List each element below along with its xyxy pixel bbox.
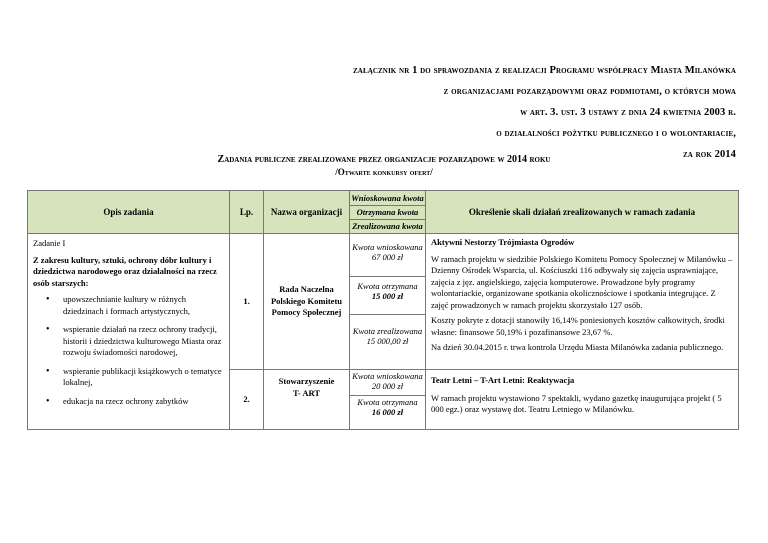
row2-wnioskowana-box: [350, 370, 425, 396]
task-bullet: • wspieranie publikacji książkowych o tematyce lokalnej,: [33, 366, 224, 389]
row2-wnioskowana-label: Kwota wnioskowana: [352, 371, 423, 381]
row1-lp: 1.: [229, 233, 264, 370]
row2-org: Stowarzyszenie T- ART: [263, 369, 350, 430]
row1-zrealizowana-box: [350, 314, 425, 369]
row1-wnioskowana-box: [350, 234, 425, 277]
row1-skala-p2: Koszty pokryte z dotacji stanowiły 16,14% poniesionych kosztów całkowitych, środki własne: finansowe 50,19% i pozafinansowe 23,67 %.: [431, 315, 725, 337]
row2-lp: 2.: [229, 369, 264, 430]
header-kwota-wnioskowana: Wnioskowana kwota: [350, 191, 425, 206]
task-title: Z zakresu kultury, sztuki, ochrony dóbr kultury i dziedzictwa narodowego oraz działalności na rzecz osób starszych:: [33, 254, 217, 288]
header-skala: Określenie skali działań zrealizowanych w ramach zadania: [425, 190, 739, 234]
row1-skala: [425, 233, 739, 370]
header-kwota-otrzymana: Otrzymana kwota: [350, 205, 425, 220]
task-bullet: • wspieranie działań na rzecz ochrony tradycji, historii i dziedzictwa kulturowego Miasta oraz rozwoju świadomości narodowej,: [33, 324, 224, 359]
row2-otrzymana-value: 16 000 zł: [371, 407, 404, 417]
task-bullet: • upowszechnianie kultury w różnych dziedzinach i formach artystycznych,: [33, 294, 224, 317]
document-header: [353, 60, 736, 165]
row1-otrzymana-box: [350, 276, 425, 315]
page-title: Zadania publiczne zrealizowane przez organizacje pozarządowe w 2014 roku: [217, 154, 551, 165]
row2-otrzymana-box: [350, 395, 425, 429]
header-opis: Opis zadania: [27, 190, 230, 234]
task-bullets: [33, 294, 224, 407]
row1-org: Rada Naczelna Polskiego Komitetu Pomocy Społecznej: [263, 233, 350, 370]
row2-skala-p1: W ramach projektu wystawiono 7 spektakli, wydano gazetkę inaugurująca projekt ( 5 000 egz.) oraz wystawę dot. Teatru Letniego w Milanówku.: [431, 392, 722, 414]
header-nazwa: Nazwa organizacji: [263, 190, 350, 234]
task-description: [27, 233, 230, 430]
row2-skala-title: Teatr Letni – T-Art Letni: Reaktywacja: [431, 375, 575, 385]
row2-skala: [425, 369, 739, 430]
task-bullet: • edukacja na rzecz ochrony zabytków: [33, 396, 224, 408]
row1-skala-title: Aktywni Nestorzy Trójmiasta Ogrodów: [431, 237, 575, 247]
header-line-4: o działalności pożytku publicznego i o wolontariacie,: [496, 128, 736, 139]
row1-wnioskowana-value: 67 000 zł: [371, 252, 404, 262]
header-lp: Lp.: [229, 190, 264, 234]
header-kwota-zrealizowana: Zrealizowana kwota: [352, 221, 423, 231]
header-line-5: za rok 2014: [682, 149, 736, 160]
row1-zrealizowana-value: 15 000,00 zł: [366, 336, 409, 346]
header-line-3: w art. 3. ust. 3 ustawy z dnia 24 kwietnia 2003 r.: [520, 107, 736, 118]
row1-skala-p1: W ramach projektu w siedzibie Polskiego Komitetu Pomocy Społecznej w Milanówku – Dzienny Ośrodek Wsparcia, ul. Kościuszki 116 odbywały się zajęcia usprawniające, zajęcia z jęz. angielskiego, zajęcia komputerowe. Prowadzone były programy wolontariackie, organizowane spotkania okolicznościowe i spotkania integrujące. Z zajęć prowadzonych w ramach projektu skorzystało 127 osób.: [431, 253, 733, 310]
row1-zrealizowana-label: Kwota zrealizowana: [352, 326, 423, 336]
task-name: Zadanie I: [33, 238, 66, 248]
row1-kwoty: [349, 233, 426, 370]
row1-otrzymana-label: Kwota otrzymana: [357, 281, 418, 291]
header-line-1: załącznik nr 1 do sprawozdania z realizacji Programu współpracy Miasta Milanówka: [353, 65, 736, 76]
row2-otrzymana-label: Kwota otrzymana: [357, 397, 418, 407]
row1-skala-p3: Na dzień 30.04.2015 r. trwa kontrola Urzędu Miasta Milanówka zadania publicznego.: [431, 342, 724, 352]
row2-kwoty: [349, 369, 426, 430]
row1-wnioskowana-label: Kwota wnioskowana: [352, 242, 423, 252]
row1-otrzymana-value: 15 000 zł: [371, 291, 404, 301]
page-subtitle: /Otwarte konkursy ofert/: [335, 167, 433, 177]
row2-wnioskowana-value: 20 000 zł: [371, 381, 404, 391]
tasks-table: [27, 190, 739, 430]
header-kwota: [349, 190, 426, 234]
header-line-2: z organizacjami pozarządowymi oraz podmiotami, o których mowa: [443, 86, 736, 97]
